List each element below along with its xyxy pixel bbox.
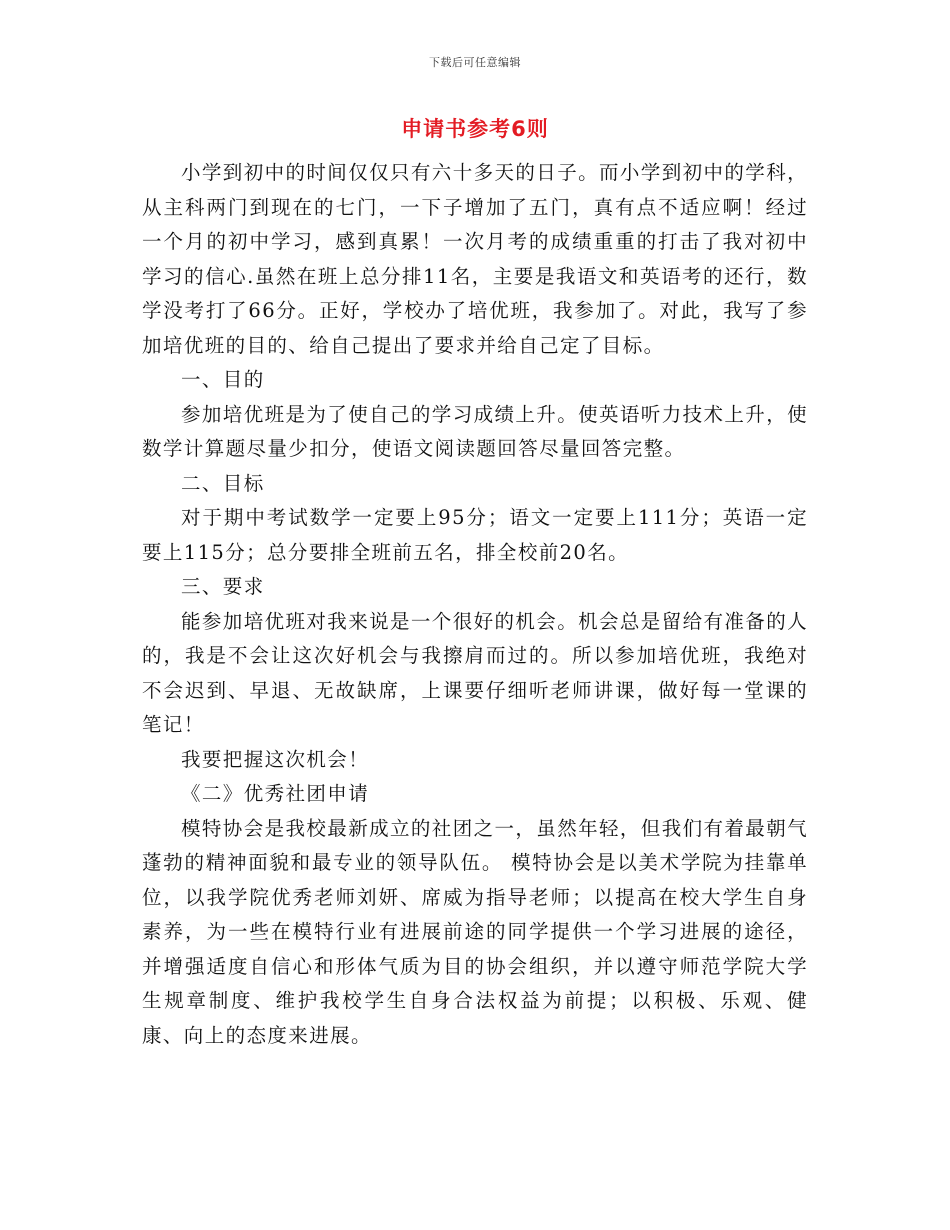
paragraph-club: 模特协会是我校最新成立的社团之一，虽然年轻，但我们有着最朝气蓬勃的精神面貌和最专业的领导队伍。 模特协会是以美术学院为挂靠单位，以我学院优秀老师刘妍、席威为指导老师；以提高在校大学生自身素养，为一些在模特行业有进展前途的同学提供一个学习进展的途径，并增强适度自信心和形体气质为目的协会组织，并以遵守师范学院大学生规章制度、维护我校学生自身合法权益为前提；以积极、乐观、健康、向上的态度来进展。: [142, 816, 809, 1047]
heading-requirements: 三、要求: [181, 575, 265, 598]
document-body: [142, 156, 808, 1053]
heading-goals: 二、目标: [181, 471, 265, 495]
header-note: 下载后可任意编辑: [429, 56, 521, 69]
paragraph-purpose: 参加培优班是为了使自己的学习成绩上升。使英语听力技术上升，使数学计算题尽量少扣分，使语文阅读题回答尽量回答完整。: [142, 402, 809, 460]
paragraph-resolve: 我要把握这次机会！: [181, 747, 370, 771]
paragraph-intro: 小学到初中的时间仅仅只有六十多天的日子。而小学到初中的学科，从主科两门到现在的七门，一下子增加了五门，真有点不适应啊！经过一个月的初中学习，感到真累！一次月考的成绩重重的打击了我对初中学习的信心.虽然在班上总分排11名，主要是我语文和英语考的还行，数学没考打了66分。正好，学校办了培优班，我参加了。对此，我写了参加培优班的目的、给自己提出了要求并给自己定了目标。: [142, 161, 809, 357]
document-title: 申请书参考6则: [401, 117, 549, 141]
paragraph-requirements: 能参加培优班对我来说是一个很好的机会。机会总是留给有准备的人的，我是不会让这次好机会与我擦肩而过的。所以参加培优班，我绝对不会迟到、早退、无故缺席，上课要仔细听老师讲课，做好每一堂课的笔记！: [142, 609, 809, 736]
heading-purpose: 一、目的: [181, 368, 265, 391]
heading-section-two: 《二》优秀社团申请: [181, 782, 370, 805]
paragraph-goals: 对于期中考试数学一定要上95分；语文一定要上111分；英语一定要上115分；总分要排全班前五名，排全校前20名。: [142, 506, 808, 564]
